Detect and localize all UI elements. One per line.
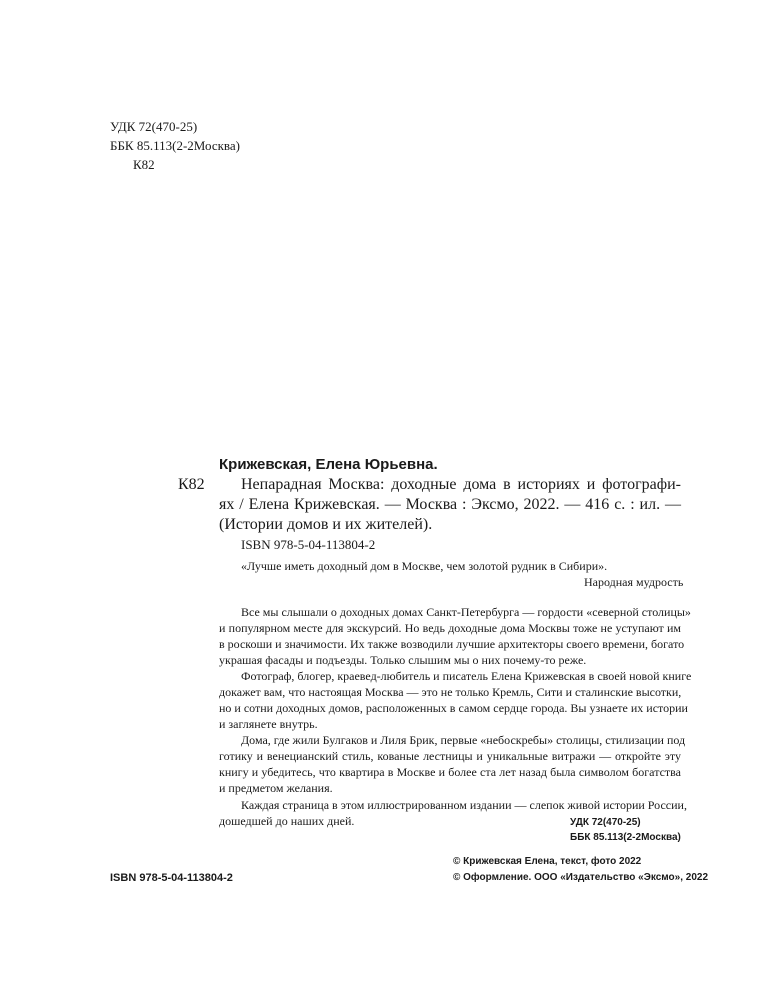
annotation-line: но и сотни доходных домов, расположенных в самом сердце города. Вы узнаете их истории <box>219 701 688 715</box>
annotation-line: докажет вам, что настоящая Москва — это не только Кремль, Сити и сталинские высотки, <box>219 685 682 699</box>
epigraph-quote: «Лучше иметь доходный дом в Москве, чем золотой рудник в Сибири». <box>241 559 608 573</box>
annotation-line: украшая фасады и подъезды. Только слышим мы о них почему-то реже. <box>219 653 587 667</box>
bottom-udk: УДК 72(470-25) <box>570 817 641 828</box>
annotation-line: готику и венецианский стиль, кованые лестницы и уникальные витражи — откройте эту <box>219 749 681 763</box>
copyright-text: © Крижевская Елена, текст, фото 2022 <box>453 856 642 867</box>
catalog-isbn: ISBN 978-5-04-113804-2 <box>241 537 376 552</box>
annotation-line: дошедшей до наших дней. <box>219 814 355 828</box>
annotation-line: Все мы слышали о доходных домах Санкт-Петербурга — гордости «северной столицы» <box>241 605 691 619</box>
annotation-line: и заглянете внутрь. <box>219 717 318 731</box>
annotation-line: и предметом желания. <box>219 781 333 795</box>
title-line-2: ях / Елена Крижевская. — Москва : Эксмо, 2022. — 416 с. : ил. — <box>219 496 681 513</box>
footer-isbn: ISBN 978-5-04-113804-2 <box>110 872 233 884</box>
title-line-3: (Истории домов и их жителей). <box>219 516 433 533</box>
annotation-line: Каждая страница в этом иллюстрированном издании — слепок живой истории России, <box>241 798 687 812</box>
author-name: Крижевская, Елена Юрьевна. <box>219 456 438 473</box>
copyright-design: © Оформление. ООО «Издательство «Эксмо», 2022 <box>453 872 709 883</box>
title-line-1: Непарадная Москва: доходные дома в историях и фотографи- <box>241 476 681 493</box>
top-udk: УДК 72(470-25) <box>110 119 198 134</box>
catalog-author-mark: К82 <box>178 476 205 493</box>
top-author-mark: К82 <box>133 157 155 172</box>
annotation-line: Фотограф, блогер, краевед-любитель и писатель Елена Крижевская в своей новой книге <box>241 669 692 683</box>
epigraph-source: Народная мудрость <box>584 575 684 589</box>
annotation-line: в роскоши и значимости. Их также возводили лучшие архитекторы своего времени, богато <box>219 637 685 651</box>
annotation-line: и популярном месте для экскурсий. Но ведь доходные дома Москвы тоже не уступают им <box>219 621 681 635</box>
annotation-line: книгу и убедитесь, что квартира в Москве и более ста лет назад была символом богатства <box>219 765 681 779</box>
annotation-line: Дома, где жили Булгаков и Лиля Брик, первые «небоскребы» столицы, стилизации под <box>241 733 686 747</box>
top-bbk: ББК 85.113(2-2Москва) <box>110 138 240 153</box>
bottom-bbk: ББК 85.113(2-2Москва) <box>570 832 681 843</box>
